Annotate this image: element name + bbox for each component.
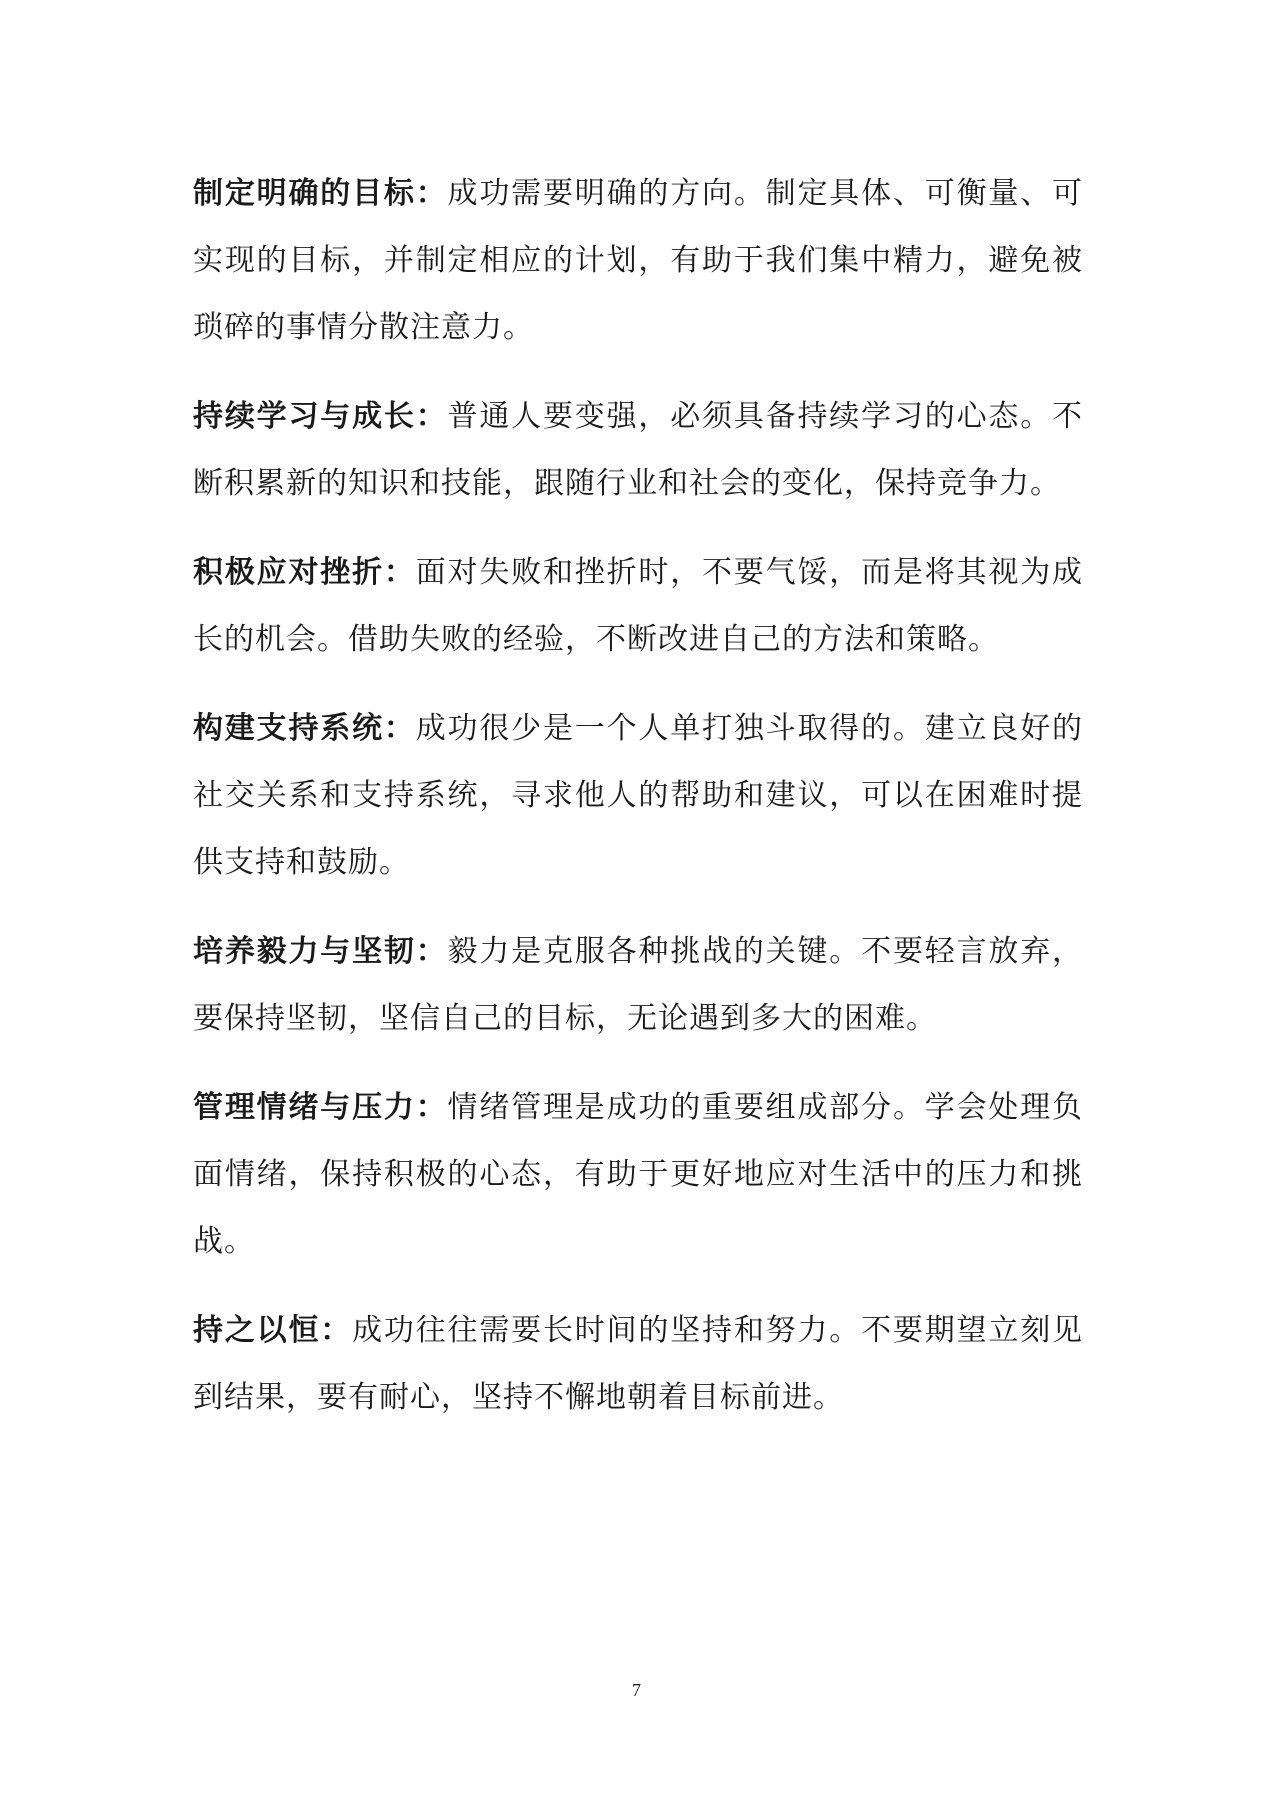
page-number: 7 — [632, 1680, 641, 1700]
paragraph-body: 成功很少是一个人单打独斗取得的。建立良好的社交关系和支持系统，寻求他人的帮助和建议，可以在困难时提供支持和鼓励。 — [193, 711, 1084, 880]
paragraph-emotion-management — [193, 1074, 1083, 1275]
paragraph-body: 普通人要变强，必须具备持续学习的心态。不断积累新的知识和技能，跟随行业和社会的变化，保持竞争力。 — [193, 399, 1084, 501]
paragraph-set-clear-goals — [193, 160, 1083, 361]
paragraph-body: 面对失败和挫折时，不要气馁，而是将其视为成长的机会。借助失败的经验，不断改进自己的方法和策略。 — [193, 555, 1084, 657]
paragraph-body: 成功需要明确的方向。制定具体、可衡量、可实现的目标，并制定相应的计划，有助于我们集中精力，避免被琐碎的事情分散注意力。 — [193, 176, 1084, 345]
paragraph-term: 培养毅力与坚韧： — [193, 934, 448, 969]
paragraph-perseverance — [193, 918, 1083, 1052]
paragraph-term: 持续学习与成长： — [193, 399, 448, 434]
paragraph-body: 情绪管理是成功的重要组成部分。学会处理负面情绪，保持积极的心态，有助于更好地应对生活中的压力和挑战。 — [193, 1090, 1084, 1259]
paragraph-term: 积极应对挫折： — [193, 555, 416, 590]
paragraph-body: 毅力是克服各种挑战的关键。不要轻言放弃，要保持坚韧，坚信自己的目标，无论遇到多大的困难。 — [193, 934, 1084, 1036]
paragraph-term: 构建支持系统： — [193, 711, 416, 746]
paragraph-handle-setbacks — [193, 539, 1083, 673]
paragraph-term: 制定明确的目标： — [193, 176, 448, 211]
paragraph-persistence — [193, 1297, 1083, 1431]
paragraph-term: 管理情绪与压力： — [193, 1090, 448, 1125]
paragraph-term: 持之以恒： — [193, 1313, 353, 1348]
paragraph-body: 成功往往需要长时间的坚持和努力。不要期望立刻见到结果，要有耐心，坚持不懈地朝着目标前进。 — [193, 1313, 1084, 1415]
page-content — [193, 160, 1083, 1453]
paragraph-support-system — [193, 695, 1083, 896]
paragraph-continuous-learning — [193, 383, 1083, 517]
